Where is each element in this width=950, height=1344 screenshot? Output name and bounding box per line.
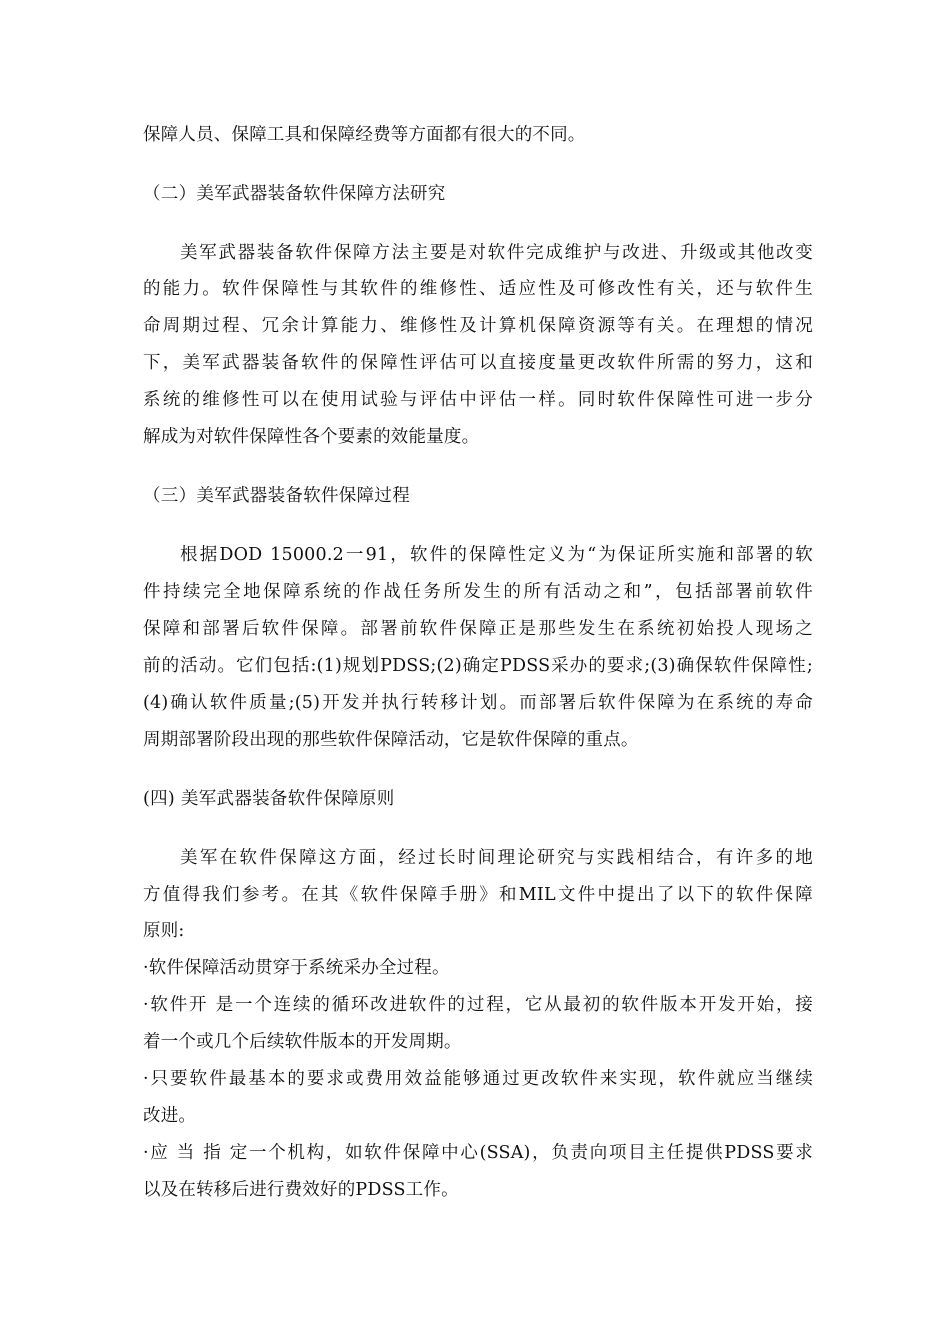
paragraph-line: 原则: xyxy=(143,921,185,941)
paragraph-line: 命周期过程、冗余计算能力、维修性及计算机保障资源等有关。在理想的情况 xyxy=(143,316,813,336)
bullet-item: ·只要软件最基本的要求或费用效益能够通过更改软件来实现，软件就应当继续 xyxy=(143,1069,813,1089)
bullet-item: ·软件保障活动贯穿于系统采办全过程。 xyxy=(143,958,450,978)
paragraph-line: 解成为对软件保障性各个要素的效能量度。 xyxy=(143,427,480,447)
paragraph-line: 根据DOD 15000.2一91，软件的保障性定义为“为保证所实施和部署的软 xyxy=(180,545,813,565)
paragraph-line: (4)确认软件质量;(5)开发并执行转移计划。而部署后软件保障为在系统的寿命 xyxy=(143,693,813,713)
paragraph-line: 美军武器装备软件保障方法主要是对软件完成维护与改进、升级或其他改变 xyxy=(180,243,813,263)
paragraph-line: 的能力。软件保障性与其软件的维修性、适应性及可修改性有关，还与软件生 xyxy=(143,279,813,299)
bullet-item-continuation: 改进。 xyxy=(143,1106,197,1126)
intro-line: 保障人员、保障工具和保障经费等方面都有很大的不同。 xyxy=(143,125,586,145)
bullet-item-continuation: 着一个或几个后续软件版本的开发周期。 xyxy=(143,1032,462,1052)
bullet-item: ·应 当 指 定一个机构，如软件保障中心(SSA)，负责向项目主任提供PDSS要求 xyxy=(143,1143,813,1163)
paragraph-line: 下，美军武器装备软件的保障性评估可以直接度量更改软件所需的努力，这和 xyxy=(143,353,813,373)
paragraph-line: 周期部署阶段出现的那些软件保障活动，它是软件保障的重点。 xyxy=(143,730,639,750)
paragraph-line: 方值得我们参考。在其《软件保障手册》和MIL文件中提出了以下的软件保障 xyxy=(143,885,813,905)
bullet-item: ·软件开 是一个连续的循环改进软件的过程，它从最初的软件版本开发开始，接 xyxy=(143,995,813,1015)
section-heading-3: （三）美军武器装备软件保障过程 xyxy=(143,486,410,506)
section-heading-4: (四) 美军武器装备软件保障原则 xyxy=(143,789,395,809)
bullet-item-continuation: 以及在转移后进行费效好的PDSS工作。 xyxy=(143,1180,459,1200)
section-heading-2: （二）美军武器装备软件保障方法研究 xyxy=(143,184,446,204)
paragraph-line: 前的活动。它们包括:(1)规划PDSS;(2)确定PDSS采办的要求;(3)确保软件保障性; xyxy=(143,656,813,676)
paragraph-line: 美军在软件保障这方面，经过长时间理论研究与实践相结合，有许多的地 xyxy=(180,848,813,868)
paragraph-line: 系统的维修性可以在使用试验与评估中评估一样。同时软件保障性可进一步分 xyxy=(143,390,813,410)
paragraph-line: 件持续完全地保障系统的作战任务所发生的所有活动之和”，包括部署前软件 xyxy=(143,582,813,602)
paragraph-line: 保障和部署后软件保障。部署前软件保障正是那些发生在系统初始投人现场之 xyxy=(143,619,813,639)
